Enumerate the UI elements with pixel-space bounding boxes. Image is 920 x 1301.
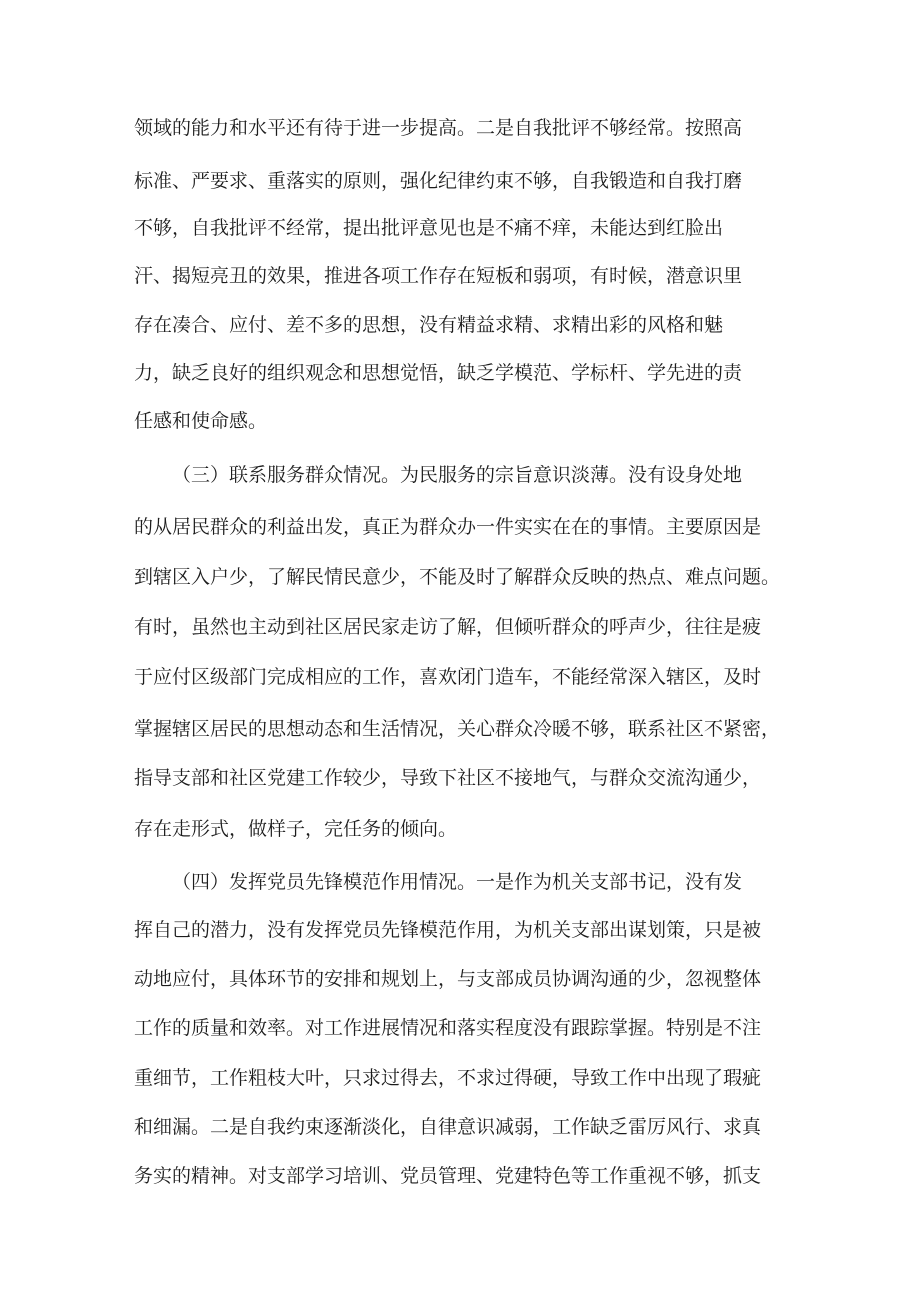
p1-line-6: 力，缺乏良好的组织观念和思想觉悟，缺乏学模范、学标杆、学先进的责 [134,362,743,384]
p1-line-7: 任感和使命感。 [134,410,268,432]
p2-line-7: 指导支部和社区党建工作较少，导致下社区不接地气，与群众交流沟通少， [134,767,762,789]
p1-line-2: 标准、严要求、重落实的原则，强化纪律约束不够，自我锻造和自我打磨 [134,170,743,192]
p3-line-5: 重细节，工作粗枝大叶，只求过得去，不求过得硬，导致工作中出现了瑕疵 [134,1067,762,1089]
p3-line-2: 挥自己的潜力，没有发挥党员先锋模范作用，为机关支部出谋划策，只是被 [134,919,762,941]
p2-line-1: （三）联系服务群众情况。为民服务的宗旨意识淡薄。没有设身处地 [172,464,743,486]
p2-line-3: 到辖区入户少，了解民情民意少，不能及时了解群众反映的热点、难点问题。 [134,566,781,588]
p2-line-6: 掌握辖区居民的思想动态和生活情况，关心群众冷暖不够，联系社区不紧密， [134,718,781,740]
p1-line-3: 不够，自我批评不经常，提出批评意见也是不痛不痒，未能达到红脸出 [134,217,724,239]
p2-line-2: 的从居民群众的利益出发，真正为群众办一件实实在在的事情。主要原因是 [134,516,762,538]
p2-line-5: 于应付区级部门完成相应的工作，喜欢闭门造车，不能经常深入辖区，及时 [134,666,762,688]
p1-line-5: 存在凑合、应付、差不多的思想，没有精益求精、求精出彩的风格和魅 [134,314,724,336]
p1-line-4: 汗、揭短亮丑的效果，推进各项工作存在短板和弱项，有时候，潜意识里 [134,265,743,287]
p2-line-4: 有时，虽然也主动到社区居民家走访了解，但倾听群众的呼声少，往往是疲 [134,616,762,638]
p1-line-1: 领域的能力和水平还有待于进一步提高。二是自我批评不够经常。按照高 [134,117,743,139]
p3-line-6: 和细漏。二是自我约束逐渐淡化，自律意识减弱，工作缺乏雷厉风行、求真 [134,1116,762,1138]
p2-line-8: 存在走形式，做样子，完任务的倾向。 [134,818,458,840]
p3-line-4: 工作的质量和效率。对工作进展情况和落实程度没有跟踪掌握。特别是不注 [134,1017,762,1039]
p3-line-7: 务实的精神。对支部学习培训、党员管理、党建特色等工作重视不够，抓支 [134,1165,762,1187]
p3-line-1: （四）发挥党员先锋模范作用情况。一是作为机关支部书记，没有发 [172,871,743,893]
p3-line-3: 动地应付，具体环节的安排和规划上，与支部成员协调沟通的少，忽视整体 [134,968,762,990]
